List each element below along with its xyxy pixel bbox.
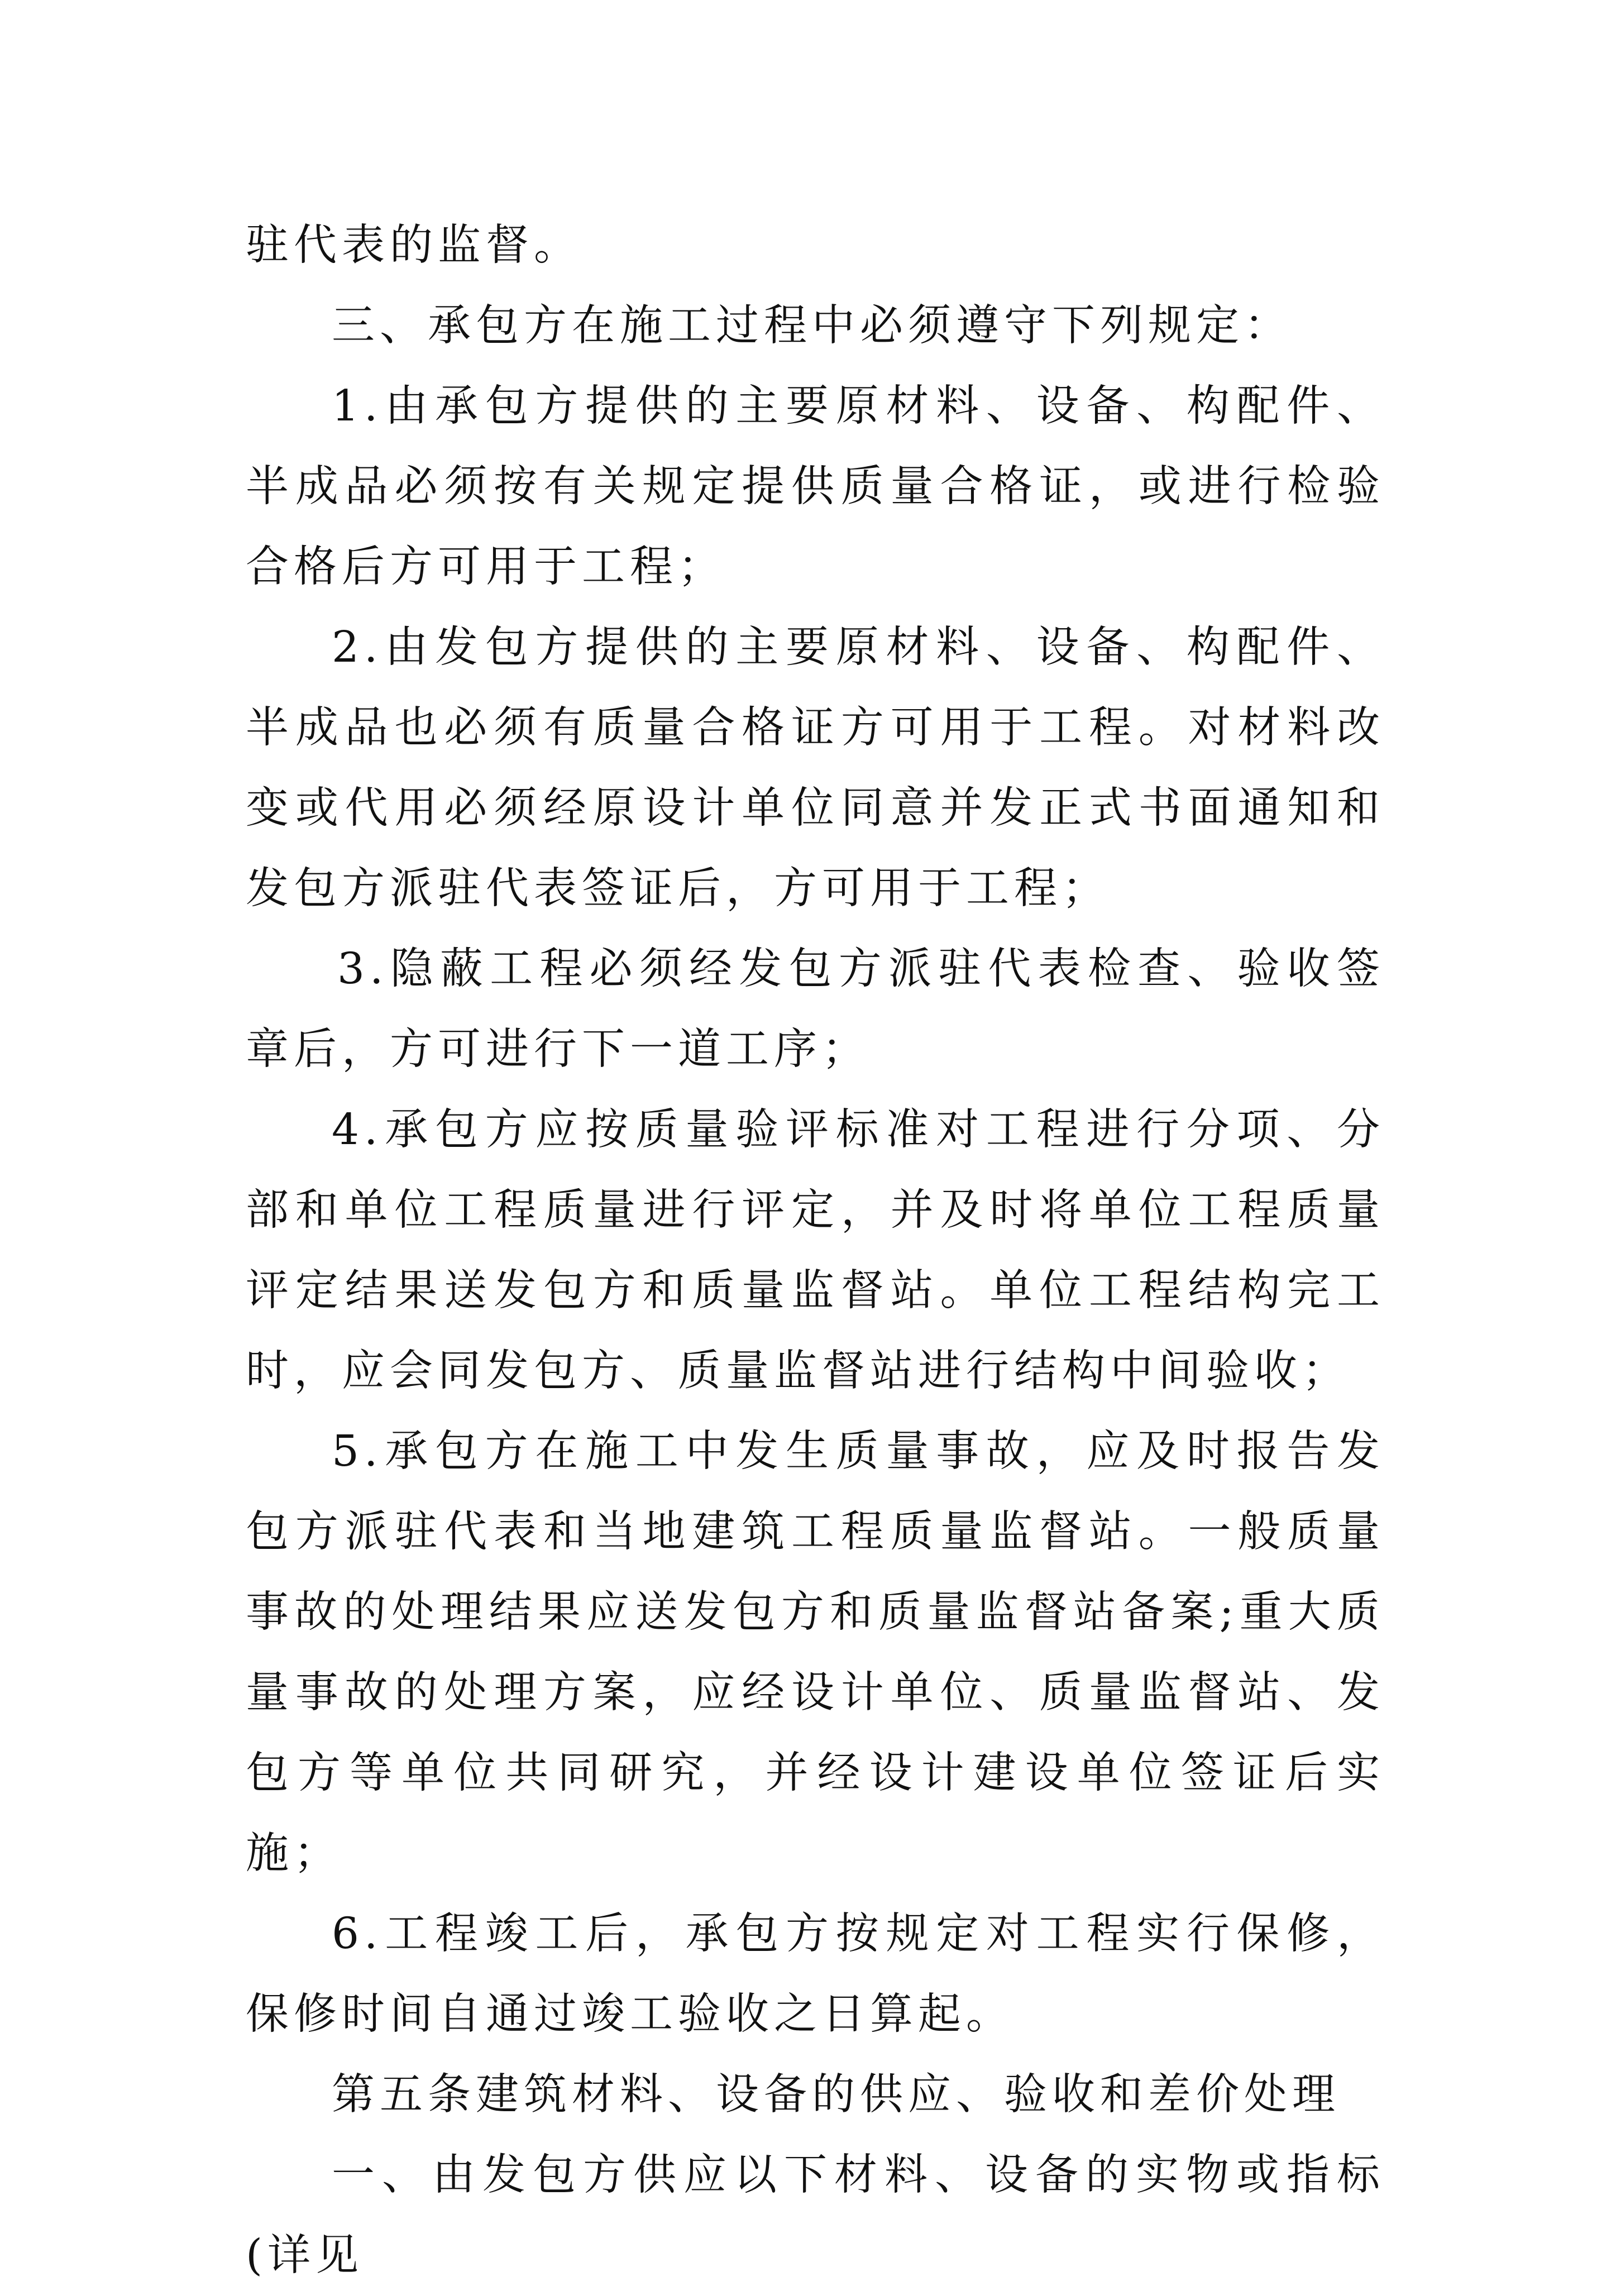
paragraph-section-one: 一、由发包方供应以下材料、设备的实物或指标(详见 (246, 2150, 1385, 2280)
paragraph-item-1: 1.由承包方提供的主要原材料、设备、构配件、半成品必须按有关规定提供质量合格证，或进行检验合格后方可用于工程； (246, 381, 1385, 592)
paragraph-item-2: 2.由发包方提供的主要原材料、设备、构配件、半成品也必须有质量合格证方可用于工程。对材料改变或代用必须经原设计单位同意并发正式书面通知和发包方派驻代表签证后，方可用于工程； (246, 623, 1385, 913)
paragraph-item-5: 5.承包方在施工中发生质量事故，应及时报告发包方派驻代表和当地建筑工程质量监督站。一般质量事故的处理结果应送发包方和质量监督站备案;重大质量事故的处理方案，应经设计单位、质量监督站、发包方等单位共同研究，并经设计建设单位签证后实施； (246, 1427, 1385, 1878)
paragraph-article-five-heading: 第五条建筑材料、设备的供应、验收和差价处理 (332, 2070, 1340, 2120)
paragraph-item-6: 6.工程竣工后，承包方按规定对工程实行保修，保修时间自通过竣工验收之日算起。 (246, 1909, 1385, 2039)
paragraph-continuation: 驻代表的监督。 (246, 221, 582, 270)
paragraph-item-4: 4.承包方应按质量验评标准对工程进行分项、分部和单位工程质量进行评定，并及时将单位工程质量评定结果送发包方和质量监督站。单位工程结构完工时，应会同发包方、质量监督站进行结构中间验收； (246, 1105, 1385, 1396)
paragraph-section-three: 三、承包方在施工过程中必须遵守下列规定： (332, 301, 1292, 351)
paragraph-item-3: 3.隐蔽工程必须经发包方派驻代表检查、验收签章后，方可进行下一道工序； (246, 944, 1385, 1074)
body-text (246, 205, 1385, 2296)
